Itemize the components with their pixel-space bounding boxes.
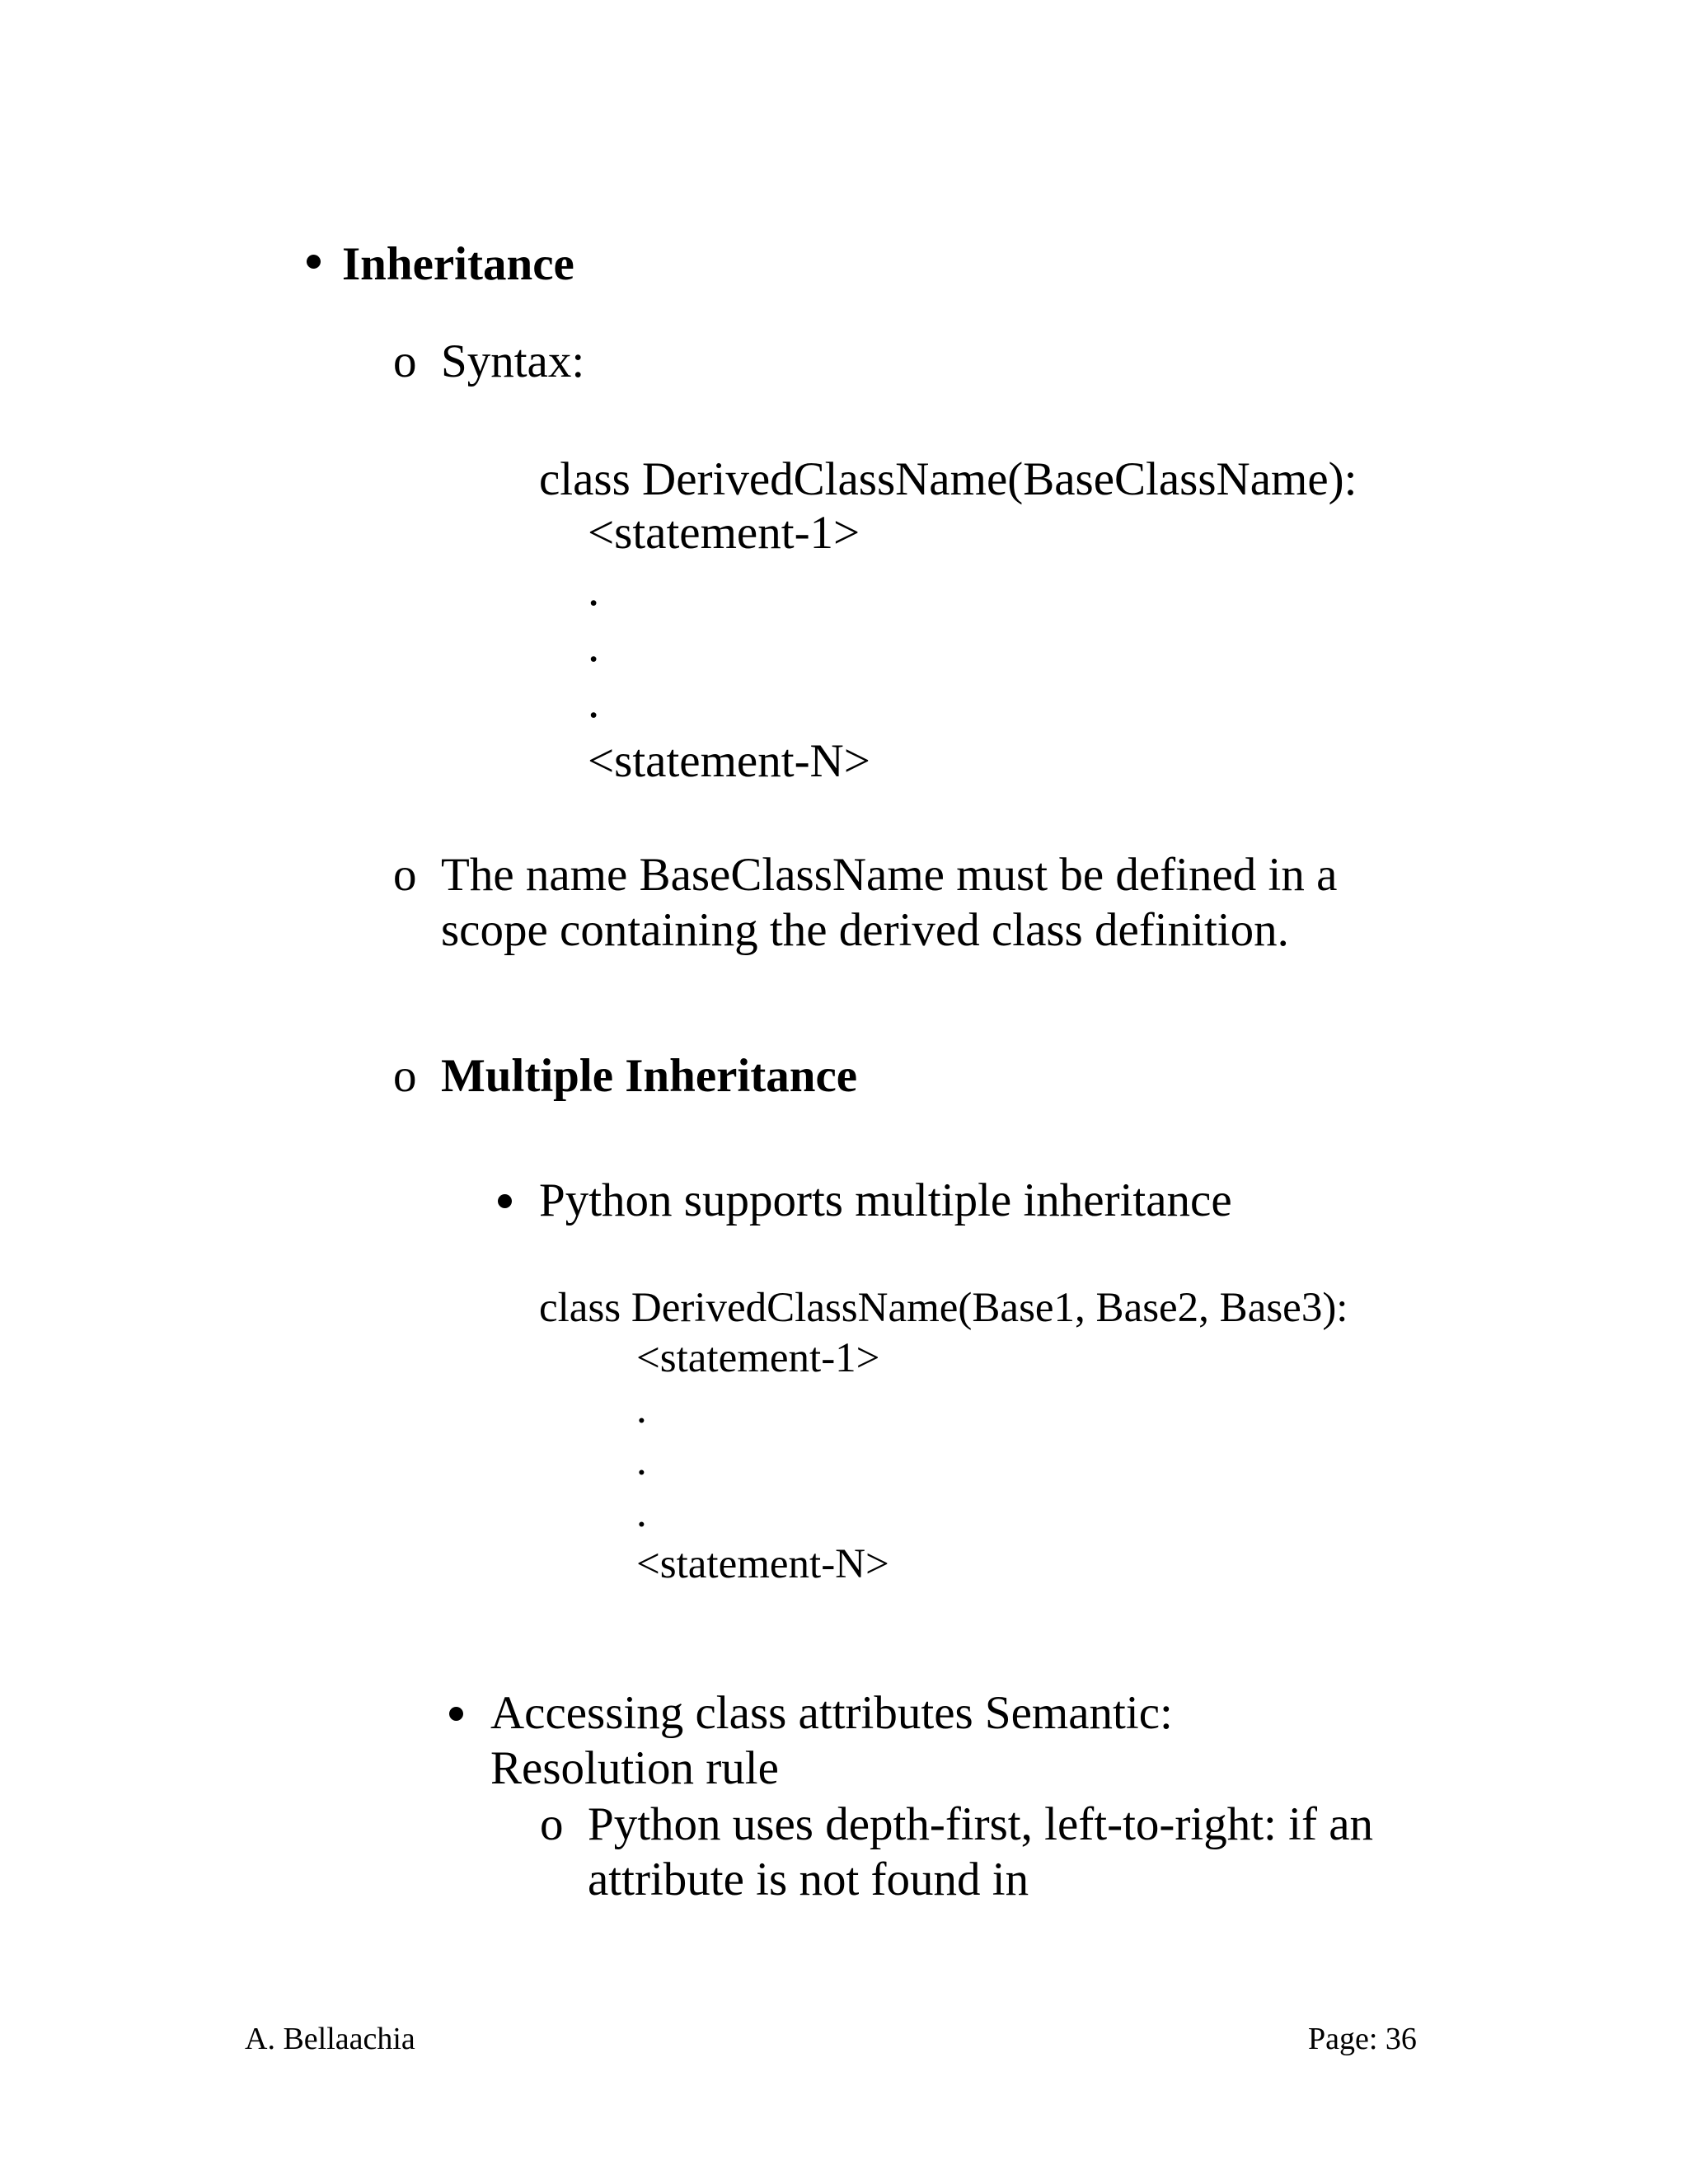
access-line-1: Accessing class attributes Semantic: [490,1687,1173,1739]
syntax-code-ellipsis: . [588,676,600,728]
section-title: Inheritance [342,238,574,290]
access-line-2: Resolution rule [490,1742,779,1794]
access-sub-line-1: Python uses depth-first, left-to-right: if an [588,1798,1373,1850]
syntax-code-statement-1: <statement-1> [588,507,860,559]
open-bullet-icon: o [393,1050,417,1102]
bullet-icon [449,1707,463,1721]
multiple-code-statement-1: <statement-1> [636,1335,880,1381]
multiple-inheritance-title: Multiple Inheritance [441,1050,858,1102]
note-line-1: The name BaseClassName must be defined in a [441,849,1338,901]
syntax-code-ellipsis: . [588,564,600,616]
note-line-2: scope containing the derived class definition. [441,904,1289,956]
syntax-code-statement-n: <statement-N> [588,735,870,787]
syntax-code-header: class DerivedClassName(BaseClassName): [539,453,1357,505]
open-bullet-icon: o [393,849,417,901]
multiple-code-ellipsis: . [636,1386,647,1432]
syntax-code-ellipsis: . [588,620,600,672]
multiple-inheritance-bullet: Python supports multiple inheritance [539,1174,1232,1226]
syntax-label: Syntax: [441,335,585,387]
multiple-code-statement-n: <statement-N> [636,1541,889,1587]
access-sub-line-2: attribute is not found in [588,1854,1029,1905]
open-bullet-icon: o [540,1798,564,1850]
bullet-icon [498,1194,512,1208]
multiple-code-ellipsis: . [636,1490,647,1536]
bullet-icon [307,255,321,269]
multiple-code-ellipsis: . [636,1438,647,1484]
footer-page-number: Page: 36 [1308,2022,1417,2056]
open-bullet-icon: o [393,335,417,387]
multiple-code-header: class DerivedClassName(Base1, Base2, Base3): [539,1285,1348,1331]
footer-author: A. Bellaachia [245,2022,415,2056]
